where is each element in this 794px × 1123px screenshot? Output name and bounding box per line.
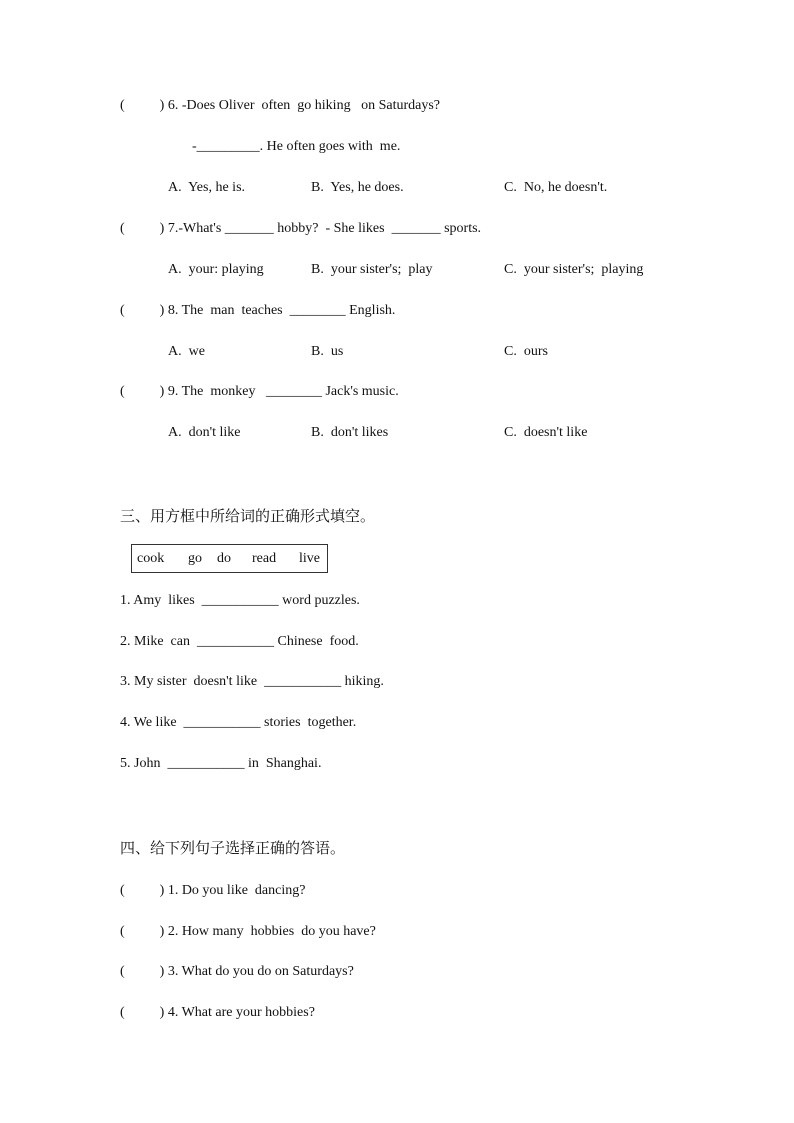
- word-box-item: live: [299, 551, 320, 566]
- q9-option-a: A. don't like: [168, 425, 241, 440]
- question-7: ( ) 7.-What's _______ hobby? - She likes _______ sports.: [120, 221, 482, 236]
- q7-option-a: A. your: playing: [168, 262, 264, 277]
- q9-option-c: C. doesn't like: [504, 425, 588, 440]
- question-8: ( ) 8. The man teaches ________ English.: [120, 303, 396, 318]
- q7-option-c: C. your sister's; playing: [504, 262, 644, 277]
- match-item-3: ( ) 3. What do you do on Saturdays?: [120, 964, 354, 979]
- question-6-answer-line: -_________. He often goes with me.: [192, 139, 401, 154]
- fill-item-1: 1. Amy likes ___________ word puzzles.: [120, 593, 360, 608]
- q9-option-b: B. don't likes: [311, 425, 389, 440]
- section-3-heading: 三、用方框中所给词的正确形式填空。: [120, 507, 376, 525]
- q8-option-a: A. we: [168, 344, 205, 359]
- q8-option-c: C. ours: [504, 344, 548, 359]
- match-item-4: ( ) 4. What are your hobbies?: [120, 1005, 315, 1020]
- question-6: ( ) 6. -Does Oliver often go hiking on Saturdays?: [120, 98, 440, 113]
- q8-option-b: B. us: [311, 344, 344, 359]
- word-box-item: go: [188, 551, 202, 566]
- fill-item-4: 4. We like ___________ stories together.: [120, 715, 357, 730]
- fill-item-5: 5. John ___________ in Shanghai.: [120, 756, 322, 771]
- q6-option-b: B. Yes, he does.: [311, 180, 404, 195]
- q7-option-b: B. your sister's; play: [311, 262, 433, 277]
- section-4-heading: 四、给下列句子选择正确的答语。: [120, 839, 346, 857]
- match-item-1: ( ) 1. Do you like dancing?: [120, 883, 306, 898]
- match-item-2: ( ) 2. How many hobbies do you have?: [120, 924, 376, 939]
- word-box-item: do: [217, 551, 231, 566]
- question-9: ( ) 9. The monkey ________ Jack's music.: [120, 384, 399, 399]
- q6-option-a: A. Yes, he is.: [168, 180, 246, 195]
- fill-item-3: 3. My sister doesn't like ___________ hiking.: [120, 674, 384, 689]
- word-box-item: cook: [137, 551, 165, 566]
- fill-item-2: 2. Mike can ___________ Chinese food.: [120, 634, 359, 649]
- q6-option-c: C. No, he doesn't.: [504, 180, 608, 195]
- word-box: [131, 544, 328, 573]
- word-box-item: read: [252, 551, 277, 566]
